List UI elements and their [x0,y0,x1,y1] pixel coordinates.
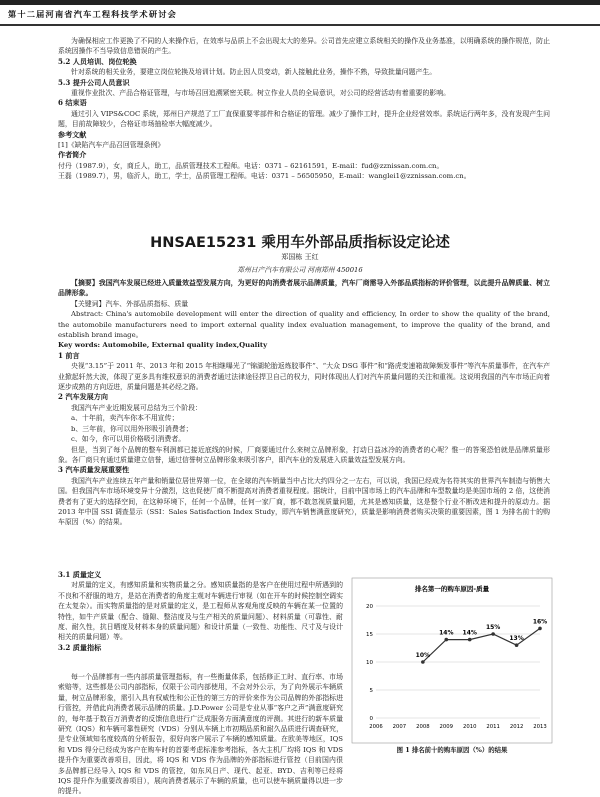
data-label: 15% [485,624,501,631]
keywords-cn: 【关键词】汽车、外部品质指标、质量 [71,299,189,308]
data-label: 13% [509,635,524,643]
x-tick-label: 2011 [486,724,500,730]
y-tick-label: 10 [366,660,373,666]
paragraph: 对质量的定义，有感知质量和实物质量之分。感知质量指的是客户在使用过程中所遇到的不良和不舒服的地方，是站在消费者的角度主观对车辆进行审视（如在开车的时候控制空调实在太复杂）。而实物质量指的是对质量的定义，是工程师从客观角度反映的车辆在某一位置的特性，如牛产质量（配合、缝隙、整洁度及与生产相关的质量问题）、材料质量（可靠性、耐度、耐久性，抗日晒度及材料本身的质量问题）和设计质量（一致性、功能性、尺寸及与设计相关的质量问题）等。 [58,581,343,642]
reference-item: [1]《缺陷汽车产品召回管理条例》 [58,141,165,150]
y-tick-label: 20 [366,604,373,610]
data-point [491,632,495,636]
chart-svg [352,578,552,743]
list-item: c、如今，你可以用价格吸引消费者。 [71,435,186,444]
article-affiliation: 郑州日产汽车有限公司 河南郑州 450016 [237,266,363,274]
x-tick-label: 2010 [462,724,477,730]
article-title: HNSAE15231 乘用车外部品质指标设定论述 [150,235,450,251]
x-tick-label: 2007 [392,724,407,730]
running-header [0,0,600,30]
header-rule [0,24,600,26]
x-tick-label: 2013 [533,724,547,730]
data-point [444,638,448,642]
section-heading: 6 结束语 [58,98,87,108]
author-bio: 付丹（1987.9），女，商丘人，助工，品质管理技术工程师。电话：0371 – 62161591，E-mail：fud@zznissan.com.cn。 [58,161,444,170]
author-bio: 王磊（1989.7），男，临沂人，助工，学士，品质管理工程师。电话：0371 – 56505950，E-mail：wanglei1@zznissan.com.cn。 [58,172,471,181]
data-label: 14% [439,629,454,637]
figure-caption: 图 1 排名前十的购车原因（%）的结果 [396,746,508,754]
paragraph: 但是，当到了每个品牌的整车利润都已接近底线的时候，厂商要通过什么来树立品牌形象，打动日益冰冷的消费者的心呢？惟一的答案恐怕就是品牌质量形象。各厂商只有通过质量建立信誉，通过信誉树立品牌形象来吸引客户，即汽车业的发展进入质量效益型发展方向。 [58,445,550,464]
article-authors: 郑国栋 王红 [281,253,319,261]
paragraph: 央视“3.15”于 2011 年、2013 年和 2015 年相继曝光了“锦湖轮胎返炼胶事件”、“大众 DSG 事件”和“路虎变速箱故障频发事件”等汽车质量事件，在汽车产业掀起轩然大波，体现了更多具有维权意识的消费者通过法律途径捍卫自己的权力，同时体现出人们对汽车质量问题的关注和重视。这说明我国的汽车市场正向着逐步成熟的方向迈进，质量问题是其必经之路。 [58,362,550,392]
chart-title: 排名第一的购车原因-质量 [414,585,490,593]
x-tick-label: 2008 [416,724,430,730]
list-item: a、十年前，卖汽车你本不用宣传； [71,414,179,423]
keywords-en: Key words: Automobile, External quality index,Quality [58,341,268,350]
data-label: 14% [462,629,477,637]
y-tick-label: 0 [369,716,373,722]
abstract-cn: 【摘要】我国汽车发展已经进入质量效益型发展方向，为更好的向消费者展示品牌质量，汽车厂商需导入外部品质指标的评价管理，以此提升品牌质量、树立品牌形象。 [58,279,550,298]
header-bar [0,0,600,5]
section-heading: 3 汽车质量发展重要性 [58,465,130,475]
data-point [515,643,519,647]
header-title: 第十二届河南省汽车工程科技学术研讨会 [8,9,177,19]
figure-1 [352,578,552,750]
article-body-wrapped [58,570,343,653]
paragraph: 我国汽车产业连续五年产量和销量位居世界第一位，在全球的汽车销量当中占比大约四分之一左右，可以说，我国已经成为名符其实的世界汽车制造与销售大国。但我国汽车市场环境变异十分激烈，这也促使厂商不断提高对消费者重视程度。据统计，目前中国市场上的汽车品牌和车型数量均是美国市场的 2 倍，这使消费者有了更大的选择空间，在这种环境下，任何一个品牌，任何一家厂商，都不敢忽视质量问题，尤其是感知质量，这是整个行业不断改进和提升的原动力。据 2013 年中国 SSI 调查显示（SSI：Sales Satisfaction Index Study，即汽车销售满意度研究），质量是影响消费者购买决策的重要因素，图 1 为排名前十的购车原因（%）的结果。 [58,476,550,527]
data-point [538,627,542,631]
section-heading: 5.3 提升公司人员意识 [58,77,130,87]
section-heading: 3.1 质量定义 [58,570,102,579]
paragraph: 我国汽车产业近期发展可总结为三个阶段： [71,403,202,412]
paragraph: 每一个品牌都有一些内部质量管理指标，有一些衡量体系，包括修正工时、直行率、市场索赔等，这些都是公司内部指标，仅限于公司内部使用，不会对外公示，为了向外展示车辆质量，树立品牌形象，需引入具有权威性和公正性的第三方的评价来作为公司品牌的外部指标进行管控，并借此向消费者展示品牌的质量。J.D.Power 公司是专业从事“客户之声”满意度研究的，每年基于数百万消费者的反馈信息进行广泛成服务方面满意度的评测。其进行的新车质量研究（IQS）和车辆可靠性研究（VDS）分别从车辆上市初期品质和耐久品质进行调查研究，是专业领域知名度较高的分析报告，很好向客户展示了车辆的感知质量。在欧美等地区，IQS 和 VDS 得分已经成为客户在购车时的首要考虑标准参考指标，各大主机厂均将 IQS 和 VDS 提升作为重要改善项目，因此，将 IQS 和 VDS 作为品牌的外部指标进行管控（目前国内很多品牌都已经导入 IQS 和 VDS 的管控，如东风日产、现代、起亚、BYD、吉利等已经将 IQS 提升作为重要改善项目），展向消费者展示了车辆的质量，也可以使车辆质量得以进一步的提升。 [58,673,343,796]
data-point [468,638,472,642]
x-tick-label: 2009 [439,724,454,730]
paragraph: 通过引入 VIPS&COC 系统，郑州日产规范了工厂直保重要零部件和合格证的管理。减少了操作工时，提升企业经营效率。系统运行两年多，没有发现产生问题，目前故障较少，合格证市场抽检率大幅度减少。 [58,109,550,129]
data-point [421,660,425,664]
y-tick-label: 5 [369,688,373,694]
abstract-en: Abstract: China's automobile development will enter the direction of quality and efficiency, In order to show the quality of the brand, the automobile manufacturers need to import external quality index evaluation management, to improve the quality of the brand, and establish brand image。 [58,310,550,340]
paragraph: 针对系统的相关业务，要建立岗位轮换及培训计划。防止因人员变动，新人接触此业务，操作不熟，导致批量问题产生。 [71,68,437,77]
references-heading: 参考文献 [58,129,87,139]
section-heading: 5.2 人员培训、岗位轮换 [58,56,137,66]
section-heading: 1 前言 [58,350,80,360]
article-body-bottom [58,672,343,796]
data-label: 10% [415,652,431,659]
prev-article-section [58,36,550,182]
article-body [58,278,550,528]
author-bio-heading: 作者简介 [58,150,87,160]
data-label: 16% [532,618,548,626]
x-tick-label: 2012 [509,724,524,730]
y-tick-label: 15 [366,632,373,638]
prev-intro: 为确保相应工作更换了不同的人来操作后，在效率与品质上不会出现太大的差异。公司首先应建立系统相关的操作及业务基准，以明确系统的操作规范，防止系统因操作不当导致信息错误的产生。 [58,37,550,56]
paragraph: 重视作业批次、产品合格证管理，与市场召回追溯紧密关联。树立作业人员的全局意识，对公司的经营活动有着重要的影响。 [71,89,450,98]
section-heading: 2 汽车发展方向 [58,392,108,402]
list-item: b、三年前，你可以用外形吸引消费者； [71,424,193,433]
section-heading: 3.2 质量指标 [58,642,102,652]
x-tick-label: 2006 [369,724,383,730]
